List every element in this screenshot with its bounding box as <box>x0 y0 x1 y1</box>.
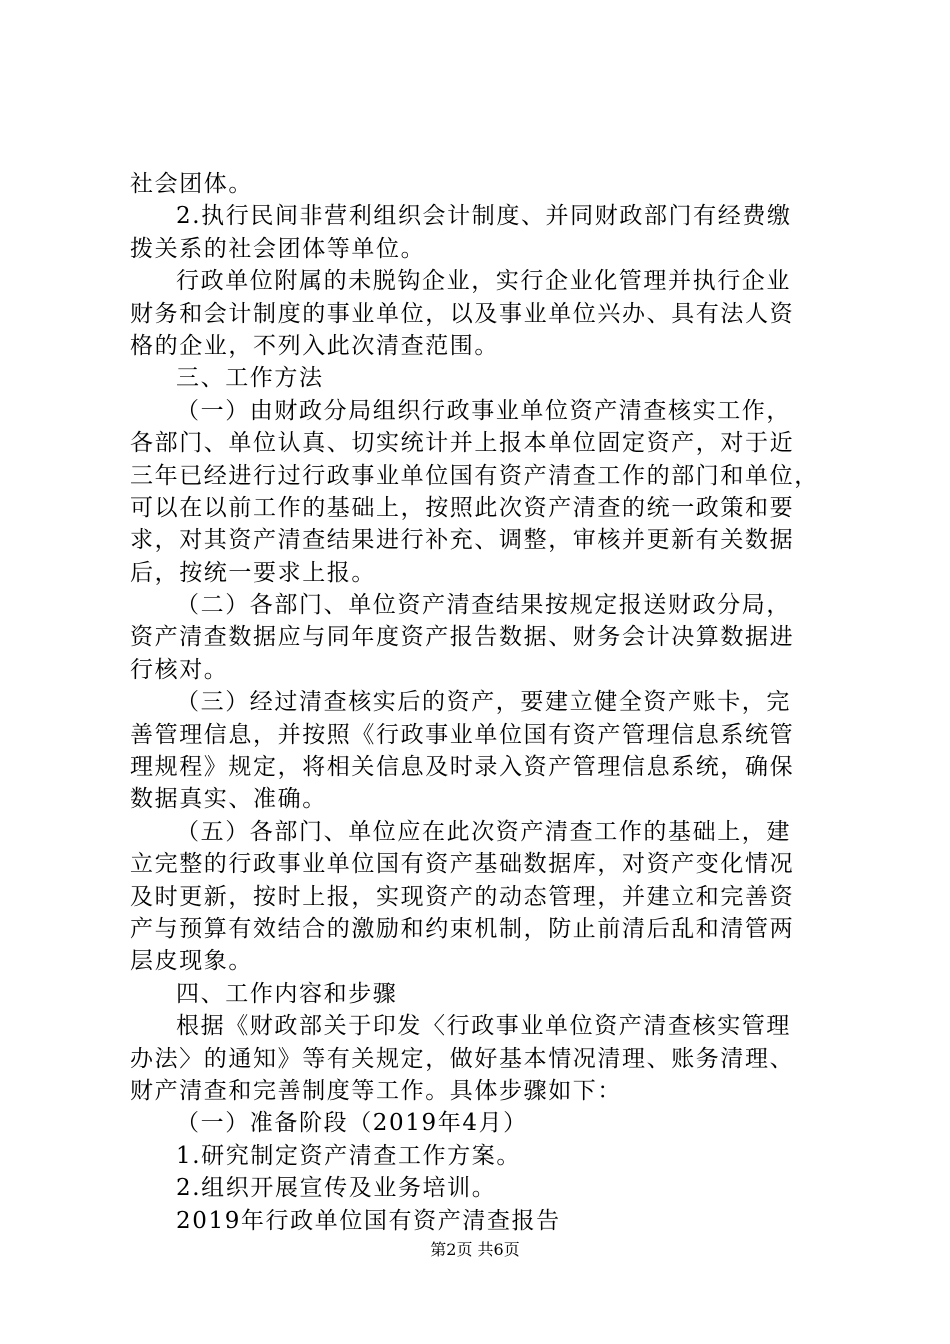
text-line: 理规程》规定，将相关信息及时录入资产管理信息系统，确保 <box>130 754 795 781</box>
section-heading: 三、工作方法 <box>176 365 324 392</box>
section-heading: 四、工作内容和步骤 <box>176 980 398 1007</box>
text-line: 格的企业，不列入此次清查范围。 <box>130 332 499 359</box>
text-line: （五）各部门、单位应在此次资产清查工作的基础上，建 <box>176 818 791 845</box>
text-line: 财务和会计制度的事业单位，以及事业单位兴办、具有法人资 <box>130 300 795 327</box>
text-line: 2.执行民间非营利组织会计制度、并同财政部门有经费缴 <box>176 203 792 230</box>
text-line: 行政单位附属的未脱钩企业，实行企业化管理并执行企业 <box>176 268 791 295</box>
text-line: （一）由财政分局组织行政事业单位资产清查核实工作， <box>176 397 791 424</box>
text-line: 根据《财政部关于印发〈行政事业单位资产清查核实管理 <box>176 1013 791 1040</box>
text-line: 财产清查和完善制度等工作。具体步骤如下： <box>130 1077 622 1104</box>
text-line: 数据真实、准确。 <box>130 786 327 813</box>
text-line: （三）经过清查核实后的资产，要建立健全资产账卡，完 <box>176 689 791 716</box>
text-line: 社会团体。 <box>130 171 253 197</box>
text-line: 立完整的行政事业单位国有资产基础数据库，对资产变化情况 <box>130 851 795 878</box>
text-line: 求，对其资产清查结果进行补充、调整，审核并更新有关数据 <box>130 527 795 554</box>
text-line: 产与预算有效结合的激励和约束机制，防止前清后乱和清管两 <box>130 915 795 942</box>
text-line: 2.组织开展宣传及业务培训。 <box>176 1175 497 1202</box>
text-line: 可以在以前工作的基础上，按照此次资产清查的统一政策和要 <box>130 494 795 521</box>
text-line: （二）各部门、单位资产清查结果按规定报送财政分局， <box>176 592 791 619</box>
text-line: 拨关系的社会团体等单位。 <box>130 235 426 262</box>
text-line: 办法〉的通知》等有关规定，做好基本情况清理、账务清理、 <box>130 1045 795 1072</box>
text-line: 1.研究制定资产清查工作方案。 <box>176 1142 521 1169</box>
text-line: 三年已经进行过行政事业单位国有资产清查工作的部门和单位， <box>130 462 819 489</box>
body-text <box>130 168 830 1237</box>
text-line: 2019年行政单位国有资产清查报告 <box>176 1207 561 1234</box>
text-line: 行核对。 <box>130 656 229 683</box>
text-line: （一）准备阶段（2019年4月） <box>176 1110 528 1137</box>
text-line: 各部门、单位认真、切实统计并上报本单位固定资产，对于近 <box>130 430 795 457</box>
page-number: 第2页 共6页 <box>430 1240 520 1259</box>
text-line: 层皮现象。 <box>130 948 253 975</box>
text-line: 后，按统一要求上报。 <box>130 559 376 586</box>
text-line: 善管理信息，并按照《行政事业单位国有资产管理信息系统管 <box>130 721 795 748</box>
text-line: 资产清查数据应与同年度资产报告数据、财务会计决算数据进 <box>130 624 795 651</box>
text-line: 及时更新，按时上报，实现资产的动态管理，并建立和完善资 <box>130 883 795 910</box>
